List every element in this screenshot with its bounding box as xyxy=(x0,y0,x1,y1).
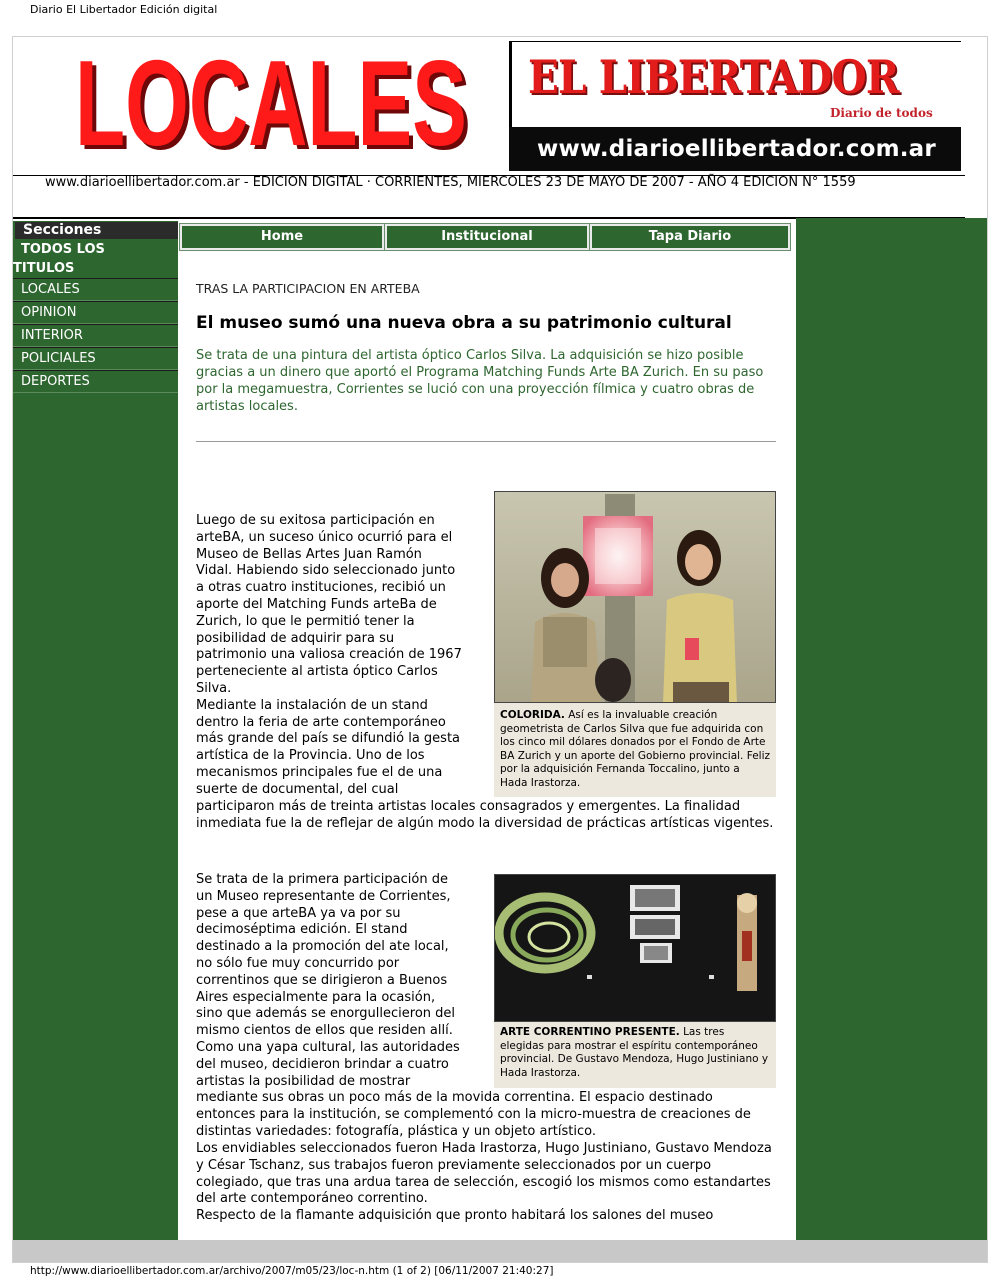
text-line: del museo, decidieron brindar a cuatro xyxy=(196,1056,449,1072)
photo-2-figure xyxy=(494,874,776,1088)
text-line: Luego de su exitosa participación en xyxy=(196,513,435,528)
photo-2-caption xyxy=(500,1026,770,1080)
sidebar-item-deportes[interactable]: DEPORTES xyxy=(13,370,178,393)
section-logo xyxy=(75,51,475,155)
brand-title: EL LIBERTADOR xyxy=(528,50,899,104)
text-line: pese a que arteBA ya va por su xyxy=(196,905,401,921)
text-line: suerte de documental, del cual xyxy=(196,781,399,797)
text-line: mismo cientos de ellos que residen allí. xyxy=(196,1023,453,1039)
text-line: perteneciente al artista óptico Carlos xyxy=(196,664,438,680)
article-summary: Se trata de una pintura del artista óptico Carlos Silva. La adquisición se hizo posible gracias a un dinero que aportó el Programa Matching Funds Arte BA Zurich. En su paso por la megamuestra, Corrientes se lució con una proyección fílmica y cuatro obras de artistas locales. xyxy=(196,348,764,414)
right-column-background xyxy=(796,218,988,1240)
text-line: Museo de Bellas Artes Juan Ramón xyxy=(196,546,422,562)
photo-2-caption-text: Las tres elegidas para mostrar el espíritu contemporáneo provincial. De Gustavo Mendoza, Hugo Justiniano y Hada Irastorza. xyxy=(500,1026,769,1079)
text-line: Mediante la instalación de un stand xyxy=(196,697,428,713)
page xyxy=(12,36,988,1263)
text-line: sino que además se enorgullecieron del xyxy=(196,1006,456,1022)
text-line: no sólo fue muy concurrido por xyxy=(196,955,400,971)
sidebar-item-locales[interactable]: LOCALES xyxy=(13,278,178,301)
nav-home-button[interactable]: Home xyxy=(180,224,384,250)
text-line: un Museo representante de Corrientes, xyxy=(196,888,451,904)
text-line: Silva. xyxy=(196,680,232,696)
text-line: Se trata de la primera participación de xyxy=(196,872,448,887)
article-paragraph-3: Los envidiables seleccionados fueron Hada Irastorza, Hugo Justiniano, Gustavo Mendoza y César Tschanz, sus trabajos fueron previamente seleccionados por un cuerpo colegiado, que tras una ardua tarea de selección, escogió los mismos como estandartes del arte contemporáneo correntino. xyxy=(196,1141,772,1207)
brand-tagline: Diario de todos xyxy=(830,106,933,120)
photo-1-figure xyxy=(494,491,776,797)
brand-url-banner: www.diarioellibertador.com.ar xyxy=(509,127,961,171)
footer-url: http://www.diarioellibertador.com.ar/archivo/2007/m05/23/loc-n.htm (1 of 2) [06/11/2007 21:40:27] xyxy=(30,1265,554,1277)
sidebar-heading: Secciones xyxy=(15,222,178,239)
photo-1-caption xyxy=(500,709,770,791)
photo-2-image xyxy=(495,875,776,1022)
edition-line: www.diarioellibertador.com.ar - EDICION DIGITAL · CORRIENTES, MIERCOLES 23 DE MAYO DE 2007 - AÑO 4 EDICION N° 1559 xyxy=(45,175,856,190)
text-line: Zurich, lo que le permitió tener la xyxy=(196,613,415,629)
article-headline: El museo sumó una nueva obra a su patrimonio cultural xyxy=(196,313,732,333)
article-paragraph-1 xyxy=(196,513,486,799)
photo-1-caption-text: Así es la invaluable creación geometrista de Carlos Silva que fue adquirida con los cinco mil dólares donados por el Fondo de Arte BA Zurich y un aporte del Gobierno provincial. Feliz por la adquisición Fernanda Toccalino, junto a Hada Irastorza. xyxy=(500,709,771,789)
text-line: dentro la feria de arte contemporáneo xyxy=(196,714,446,730)
text-line: Como una yapa cultural, las autoridades xyxy=(196,1039,460,1055)
brand-logo-panel xyxy=(509,41,961,127)
page-gray-margin-bottom xyxy=(13,1240,988,1263)
text-line: correntinos que se dirigieron a Buenos xyxy=(196,972,448,988)
article-divider xyxy=(196,441,776,442)
sidebar-item-all-titles[interactable] xyxy=(13,240,178,278)
text-line: posibilidad de adquirir para su xyxy=(196,630,395,646)
text-line: Aires especialmente para la ocasión, xyxy=(196,989,436,1005)
text-line: mecanismos principales fue el de una xyxy=(196,764,443,780)
photo-1-caption-title: COLORIDA. xyxy=(500,709,565,721)
article-paragraph-4: Respecto de la flamante adquisición que pronto habitará los salones del museo xyxy=(196,1208,714,1223)
sidebar-all-titles-line2: TITULOS xyxy=(13,261,75,276)
section-logo-text: LOCALES xyxy=(75,51,467,155)
text-line: a otras cuatro instituciones, recibió un xyxy=(196,580,446,596)
nav-institucional-button[interactable]: Institucional xyxy=(385,224,589,250)
photo-2-caption-title: ARTE CORRENTINO PRESENTE. xyxy=(500,1026,680,1038)
sidebar-item-policiales[interactable]: POLICIALES xyxy=(13,347,178,370)
text-line: artística de la Provincia. Uno de los xyxy=(196,748,425,764)
text-line: destinado a la promoción del ate local, xyxy=(196,939,449,955)
brand-logo[interactable] xyxy=(509,41,961,169)
text-line: artistas la posibilidad de mostrar xyxy=(196,1073,411,1089)
sidebar-item-opinion[interactable]: OPINION xyxy=(13,301,178,324)
article-paragraph-1-continued: participaron más de treinta artistas locales consagrados y emergentes. La finalidad inmediata fue la de reflejar de algún modo la diversidad de prácticas artísticas vigentes. xyxy=(196,799,774,831)
section-logo-shadow: LOCALES xyxy=(79,51,471,155)
text-line: arteBA, un suceso único ocurrió para el xyxy=(196,529,453,545)
text-line: decimoséptima edición. El stand xyxy=(196,922,408,938)
text-line: Vidal. Habiendo sido seleccionado junto xyxy=(196,563,456,579)
nav-tapa-diario-button[interactable]: Tapa Diario xyxy=(590,224,790,250)
text-line: aporte del Matching Funds arteBa de xyxy=(196,596,437,612)
sidebar-item-interior[interactable]: INTERIOR xyxy=(13,324,178,347)
article-paragraph-2 xyxy=(196,872,486,1090)
article-paragraph-2-continued: mediante sus obras un poco más de la movida correntina. El espacio destinado entonces para la institución, se complementó con la micro-muestra de creaciones de distintas variedades: fotografía, plástica y un objeto artístico. xyxy=(196,1090,751,1139)
window-title: Diario El Libertador Edición digital xyxy=(30,3,218,16)
text-line: patrimonio una valiosa creación de 1967 xyxy=(196,647,462,663)
photo-2[interactable] xyxy=(494,874,776,1022)
photo-1-image xyxy=(495,492,776,703)
sidebar-all-titles-line1: TODOS LOS xyxy=(21,242,105,257)
photo-1[interactable] xyxy=(494,491,776,703)
text-line: más grande del país se difundió la gesta xyxy=(196,731,461,747)
article-kicker: TRAS LA PARTICIPACION EN ARTEBA xyxy=(196,281,420,296)
